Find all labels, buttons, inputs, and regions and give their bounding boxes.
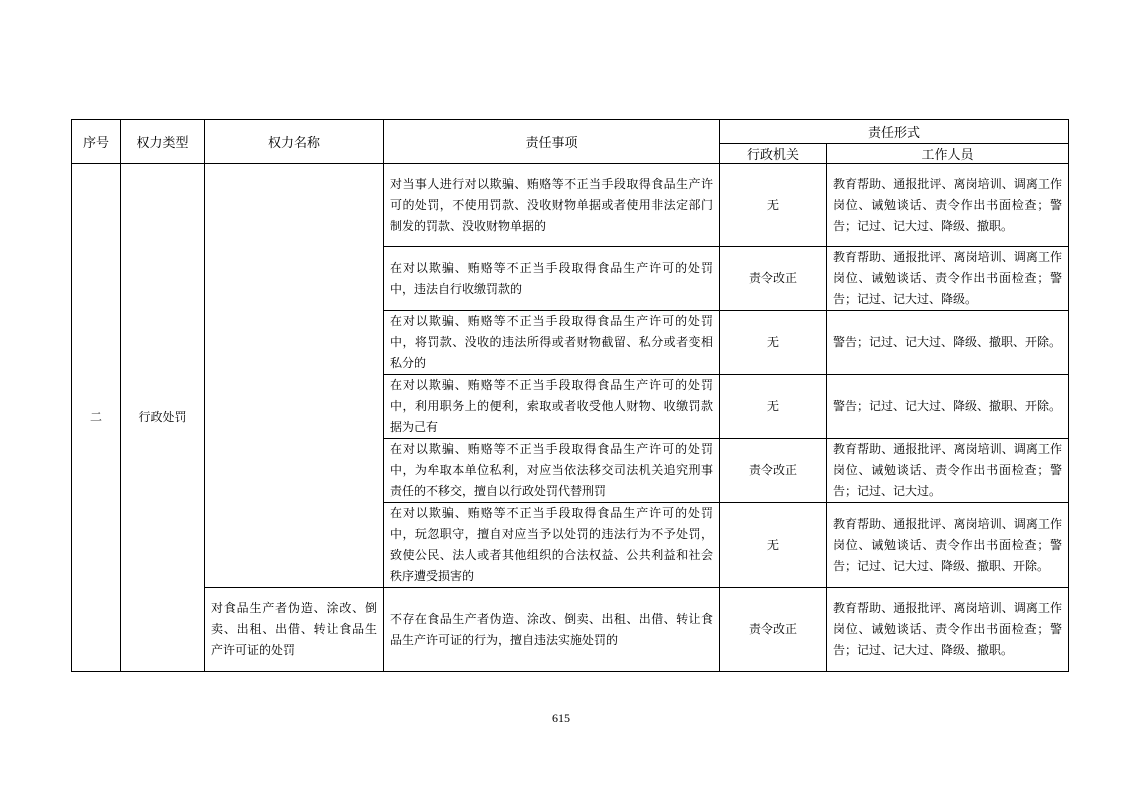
- cell-power-type: 行政处罚: [121, 164, 205, 672]
- header-form: 责任形式: [720, 120, 1069, 144]
- cell-power-name: 对食品生产者伪造、涂改、倒卖、出租、出借、转让食品生产许可证的处罚: [205, 588, 384, 672]
- cell-responsibility: 不存在食品生产者伪造、涂改、倒卖、出租、出借、转让食品生产许可证的行为，擅自违法实施处罚的: [384, 588, 720, 672]
- cell-staff: 警告；记过、记大过、降级、撤职、开除。: [827, 375, 1069, 439]
- cell-responsibility: 在对以欺骗、贿赂等不正当手段取得食品生产许可的处罚中，利用职务上的便利，索取或者收受他人财物、收缴罚款据为己有: [384, 375, 720, 439]
- cell-staff: 教育帮助、通报批评、离岗培训、调离工作岗位、诫勉谈话、责令作出书面检查；警告；记过、记大过、降级、撤职。: [827, 588, 1069, 672]
- cell-responsibility: 在对以欺骗、贿赂等不正当手段取得食品生产许可的处罚中，为牟取本单位私利，对应当依法移交司法机关追究刑事责任的不移交，擅自以行政处罚代替刑罚: [384, 439, 720, 503]
- cell-responsibility: 对当事人进行对以欺骗、贿赂等不正当手段取得食品生产许可的处罚，不使用罚款、没收财物单据或者使用非法定部门制发的罚款、没收财物单据的: [384, 164, 720, 247]
- cell-staff: 警告；记过、记大过、降级、撤职、开除。: [827, 311, 1069, 375]
- header-row-1: [72, 120, 1069, 144]
- cell-responsibility: 在对以欺骗、贿赂等不正当手段取得食品生产许可的处罚中，玩忽职守，擅自对应当予以处罚的违法行为不予处罚，致使公民、法人或者其他组织的合法权益、公共利益和社会秩序遭受损害的: [384, 503, 720, 588]
- header-seq: 序号: [72, 120, 121, 164]
- cell-agency: 无: [720, 375, 827, 439]
- cell-agency: 无: [720, 503, 827, 588]
- cell-staff: 教育帮助、通报批评、离岗培训、调离工作岗位、诫勉谈话、责令作出书面检查；警告；记过、记大过、降级、撤职。: [827, 164, 1069, 247]
- page-number: 615: [552, 711, 570, 725]
- cell-agency: 责令改正: [720, 247, 827, 311]
- cell-staff: 教育帮助、通报批评、离岗培训、调离工作岗位、诫勉谈话、责令作出书面检查；警告；记过、记大过、降级、撤职、开除。: [827, 503, 1069, 588]
- header-responsibility: 责任事项: [384, 120, 720, 164]
- cell-agency: 无: [720, 311, 827, 375]
- header-staff: 工作人员: [827, 144, 1069, 164]
- cell-staff: 教育帮助、通报批评、离岗培训、调离工作岗位、诫勉谈话、责令作出书面检查；警告；记过、记大过。: [827, 439, 1069, 503]
- cell-staff: 教育帮助、通报批评、离岗培训、调离工作岗位、诫勉谈话、责令作出书面检查；警告；记过、记大过、降级。: [827, 247, 1069, 311]
- cell-agency: 责令改正: [720, 439, 827, 503]
- cell-agency: 责令改正: [720, 588, 827, 672]
- cell-power-name: [205, 164, 384, 588]
- cell-seq: 二: [72, 164, 121, 672]
- cell-agency: 无: [720, 164, 827, 247]
- header-agency: 行政机关: [720, 144, 827, 164]
- responsibility-table: [71, 119, 1069, 672]
- table-row: [72, 588, 1069, 672]
- header-power-type: 权力类型: [121, 120, 205, 164]
- table-row: [72, 164, 1069, 247]
- header-power-name: 权力名称: [205, 120, 384, 164]
- cell-responsibility: 在对以欺骗、贿赂等不正当手段取得食品生产许可的处罚中，将罚款、没收的违法所得或者财物截留、私分或者变相私分的: [384, 311, 720, 375]
- cell-responsibility: 在对以欺骗、贿赂等不正当手段取得食品生产许可的处罚中，违法自行收缴罚款的: [384, 247, 720, 311]
